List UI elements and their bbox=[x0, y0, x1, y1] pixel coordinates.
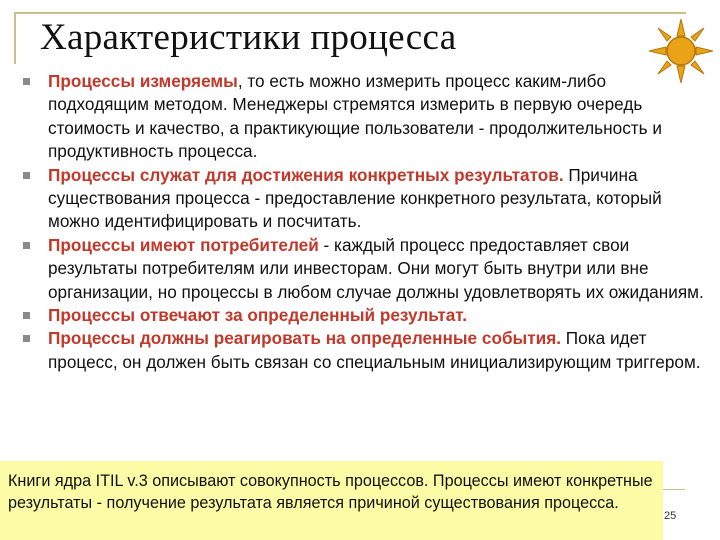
bullet-text: Причина существования процесса - предоставление конкретного результата, который можно идентифицировать и посчитать. bbox=[48, 164, 662, 232]
square-bullet-icon bbox=[23, 312, 30, 319]
bullet-text: Пока идет процесс, он должен быть связан со специальным инициализирующим триггером. bbox=[48, 328, 701, 372]
list-item bbox=[20, 327, 710, 374]
square-bullet-icon bbox=[23, 78, 30, 85]
list-item bbox=[20, 70, 710, 164]
divider bbox=[663, 489, 685, 490]
bullet-list bbox=[20, 70, 710, 374]
list-item bbox=[20, 304, 710, 327]
bullet-text: , то есть можно измерить процесс каким-либо подходящим методом. Менеджеры стремятся измерить в первую очередь стоимость и качество, а практикующие пользователи - продолжительность и продуктивность процесса. bbox=[48, 71, 662, 162]
list-item bbox=[20, 164, 710, 234]
bullet-highlight: Процессы отвечают за определенный результат. bbox=[48, 305, 467, 326]
bullet-highlight: Процессы служат для достижения конкретных результатов. bbox=[48, 164, 564, 185]
square-bullet-icon bbox=[23, 172, 30, 179]
bullet-text: - каждый процесс предоставляет свои результаты потребителям или инвесторам. Они могут быть внутри или вне организации, но процессы в любом случае должны удовлетворять их ожиданиям. bbox=[48, 234, 704, 302]
bullet-highlight: Процессы имеют потребителей bbox=[48, 234, 319, 255]
bullet-highlight: Процессы измеряемы bbox=[48, 71, 238, 91]
list-item bbox=[20, 234, 710, 304]
note-text: Книги ядра ITIL v.3 описывают совокупность процессов. Процессы имеют конкретные результаты - получение результата является причиной существования процесса. bbox=[8, 472, 653, 512]
square-bullet-icon bbox=[23, 335, 30, 342]
bullet-highlight: Процессы должны реагировать на определенные события. bbox=[48, 328, 562, 349]
note-box bbox=[0, 461, 663, 540]
page-title: Характеристики процесса bbox=[40, 17, 457, 58]
square-bullet-icon bbox=[23, 242, 30, 249]
page-number: 25 bbox=[664, 510, 677, 522]
